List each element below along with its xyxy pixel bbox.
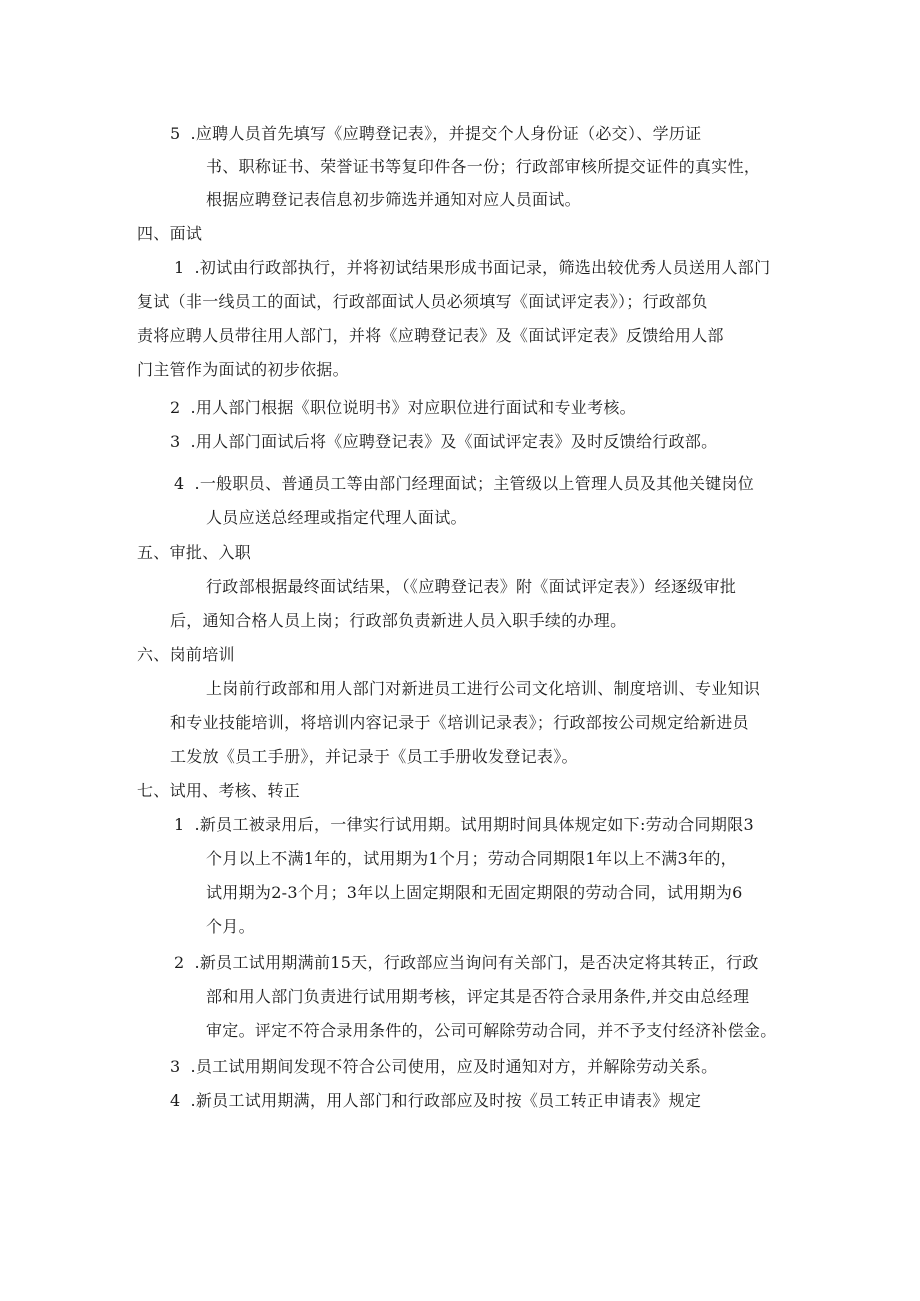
s7-item-2-text-1: .新员工试用期满前15天，行政部应当询问有关部门，是否决定将其转正，行政 [194,953,759,972]
item-5-text-1: .应聘人员首先填写《应聘登记表》，并提交个人身份证（必交）、学历证 [190,124,702,143]
s4-item-4-text-1: .一般职员、普通员工等由部门经理面试；主管级以上管理人员及其他关键岗位 [194,474,755,493]
section-4-title: 四、面试 [137,224,203,243]
s4-item-1-number: 1 [174,258,185,277]
section-7-title: 七、试用、考核、转正 [137,781,301,800]
s4-item-1-line-4: 门主管作为面试的初步依据。 [137,360,349,379]
s7-item-2-line-2: 部和用人部门负责进行试用期考核，评定其是否符合录用条件,并交由总经理 [206,987,750,1006]
s4-item-3-number: 3 [170,432,181,451]
s7-item-4-line-1 [170,1091,701,1111]
item-5-line-1 [170,124,701,144]
s7-item-4-number: 4 [170,1091,181,1110]
s4-item-1-line-1 [174,258,770,278]
s7-item-4-text-1: .新员工试用期满，用人部门和行政部应及时按《员工转正申请表》规定 [190,1091,702,1110]
s7-item-1-line-3: 试用期为2-3个月；3年以上固定期限和无固定期限的劳动合同，试用期为6 [206,883,743,902]
s4-item-4-line-2: 人员应送总经理或指定代理人面试。 [206,508,467,527]
s7-item-3-text-1: .员工试用期间发现不符合公司使用，应及时通知对方，并解除劳动关系。 [190,1057,718,1076]
s6-line-2: 和专业技能培训，将培训内容记录于《培训记录表》；行政部按公司规定给新进员 [170,713,749,732]
s4-item-2-text-1: .用人部门根据《职位说明书》对应职位进行面试和专业考核。 [190,398,636,417]
item-5-line-3: 根据应聘登记表信息初步筛选并通知对应人员面试。 [206,190,581,209]
s7-item-2-line-3: 审定。评定不符合录用条件的，公司可解除劳动合同，并不予支付经济补偿金。 [206,1021,777,1040]
s5-line-1: 行政部根据最终面试结果，（《应聘登记表》附《面试评定表》）经逐级审批 [206,577,737,596]
s7-item-3-number: 3 [170,1057,181,1076]
item-5-line-2: 书、职称证书、荣誉证书等复印件各一份；行政部审核所提交证件的真实性， [206,157,761,176]
item-5-number: 5 [170,124,181,143]
s4-item-2-line-1 [170,398,636,418]
s7-item-1-line-2: 个月以上不满1年的，试用期为1个月；劳动合同期限1年以上不满3年的， [206,849,737,868]
section-5-title: 五、审批、入职 [137,543,252,562]
s4-item-3-line-1 [170,432,717,452]
s4-item-2-number: 2 [170,398,181,417]
s4-item-1-text-1: .初试由行政部执行，并将初试结果形成书面记录，筛选出较优秀人员送用人部门 [194,258,771,277]
s7-item-2-line-1 [174,953,759,973]
s4-item-4-line-1 [174,474,754,494]
s6-line-3: 工发放《员工手册》，并记录于《员工手册收发登记表》。 [170,747,578,766]
s5-line-2: 后，通知合格人员上岗；行政部负责新进人员入职手续的办理。 [170,611,627,630]
s7-item-2-number: 2 [174,953,185,972]
s7-item-1-line-4: 个月。 [206,917,255,936]
s7-item-1-number: 1 [174,815,185,834]
s4-item-3-text-1: .用人部门面试后将《应聘登记表》及《面试评定表》及时反馈给行政部。 [190,432,718,451]
s6-line-1: 上岗前行政部和用人部门对新进员工进行公司文化培训、制度培训、专业知识 [206,679,761,698]
s4-item-4-number: 4 [174,474,185,493]
s4-item-1-line-3: 责将应聘人员带往用人部门，并将《应聘登记表》及《面试评定表》反馈给用人部 [137,326,724,345]
section-6-title: 六、岗前培训 [137,645,235,664]
s4-item-1-line-2: 复试（非一线员工的面试，行政部面试人员必须填写《面试评定表》）；行政部负 [137,292,708,311]
s7-item-1-line-1 [174,815,754,835]
s7-item-3-line-1 [170,1057,717,1077]
s7-item-1-text-1: .新员工被录用后，一律实行试用期。试用期时间具体规定如下:劳动合同期限3 [194,815,754,834]
